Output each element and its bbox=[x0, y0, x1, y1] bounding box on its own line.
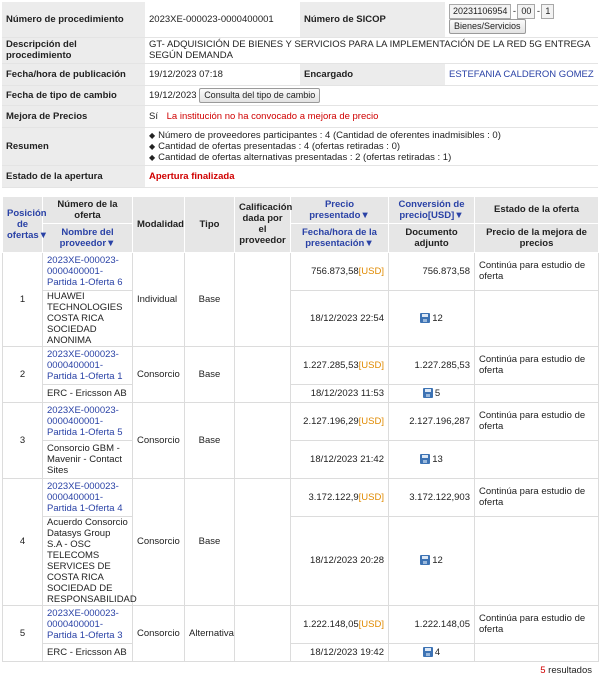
row-proveedor: Consorcio GBM - Mavenir - Contact Sites bbox=[43, 440, 133, 478]
row-doc-count: 12 bbox=[432, 555, 443, 566]
row-precio: 1.222.148,05 bbox=[303, 618, 359, 630]
row-estado: Continúa para estudio de oferta bbox=[475, 605, 599, 643]
desc-value: GT- ADQUISICIÓN DE BIENES Y SERVICIOS PARA LA IMPLEMENTACIÓN DE LA RED 5G ENTREGA SEGÚN DEMANDA bbox=[145, 37, 598, 63]
row-precio: 756.873,58 bbox=[311, 265, 359, 277]
row-fecha: 18/12/2023 11:53 bbox=[291, 384, 389, 402]
row-tipo: Base bbox=[185, 252, 235, 346]
currency-label: [USD] bbox=[358, 265, 384, 277]
row-doc-count: 13 bbox=[432, 453, 443, 465]
floppy-disk-icon[interactable] bbox=[423, 388, 433, 398]
table-row-detail bbox=[3, 516, 599, 605]
row-fecha: 18/12/2023 19:42 bbox=[291, 643, 389, 661]
pub-label: Fecha/hora de publicación bbox=[2, 63, 145, 85]
resumen-item: ◆ Cantidad de ofertas alternativas presentadas : 2 (ofertas retiradas : 1) bbox=[149, 152, 594, 163]
row-tipo: Base bbox=[185, 402, 235, 478]
table-row bbox=[3, 346, 599, 384]
table-row bbox=[3, 478, 599, 516]
row-doc-count: 5 bbox=[434, 387, 441, 399]
row-position: 1 bbox=[3, 252, 43, 346]
sicop-version-box: 1 bbox=[541, 4, 554, 19]
sicop-label: Número de SICOP bbox=[300, 2, 445, 37]
row-fecha: 18/12/2023 20:28 bbox=[291, 516, 389, 605]
desc-label: Descripción del procedimiento bbox=[2, 37, 145, 63]
offer-number-link[interactable]: 2023XE-000023-0000400001-Partida 1-Oferta 5 bbox=[43, 402, 133, 440]
col-documento-header: Documento adjunto bbox=[389, 223, 475, 252]
offer-number-link[interactable]: 2023XE-000023-0000400001-Partida 1-Oferta 1 bbox=[43, 346, 133, 384]
col-calificacion-header: Calificación dada por el proveedor bbox=[235, 196, 291, 252]
currency-label: [USD] bbox=[358, 415, 384, 427]
row-tipo: Base bbox=[185, 346, 235, 402]
floppy-disk-icon[interactable] bbox=[423, 647, 433, 657]
cambio-label: Fecha de tipo de cambio bbox=[2, 85, 145, 105]
col-precio-header[interactable]: Precio presentado▼ bbox=[291, 196, 389, 223]
results-count: 5 bbox=[540, 664, 546, 676]
col-estado-header: Estado de la oferta bbox=[475, 196, 599, 223]
row-modalidad: Consorcio bbox=[133, 605, 185, 661]
mejora-si: Sí bbox=[149, 110, 158, 122]
pub-value: 19/12/2023 07:18 bbox=[145, 63, 300, 85]
row-proveedor: ERC - Ericsson AB bbox=[43, 643, 133, 661]
col-modalidad-header: Modalidad bbox=[133, 196, 185, 252]
row-calificacion bbox=[235, 346, 291, 402]
row-mejora bbox=[475, 643, 599, 661]
row-calificacion bbox=[235, 402, 291, 478]
row-conversion: 3.172.122,903 bbox=[389, 478, 475, 516]
row-documento[interactable] bbox=[389, 440, 475, 478]
row-estado: Continúa para estudio de oferta bbox=[475, 478, 599, 516]
row-mejora bbox=[475, 290, 599, 346]
row-conversion: 2.127.196,287 bbox=[389, 402, 475, 440]
row-modalidad: Consorcio bbox=[133, 402, 185, 478]
sicop-seq-box: 00 bbox=[517, 4, 535, 19]
floppy-disk-icon[interactable] bbox=[420, 313, 430, 323]
row-doc-count: 4 bbox=[434, 646, 441, 658]
row-estado: Continúa para estudio de oferta bbox=[475, 402, 599, 440]
mejora-label: Mejora de Precios bbox=[2, 105, 145, 127]
col-conversion-header[interactable]: Conversión de precio[USD]▼ bbox=[389, 196, 475, 223]
sicop-separator: - bbox=[536, 6, 540, 18]
currency-label: [USD] bbox=[358, 618, 384, 630]
floppy-disk-icon[interactable] bbox=[420, 555, 430, 565]
row-mejora bbox=[475, 440, 599, 478]
floppy-disk-icon[interactable] bbox=[420, 454, 430, 464]
table-row-detail bbox=[3, 384, 599, 402]
table-row bbox=[3, 252, 599, 290]
encargado-label: Encargado bbox=[300, 63, 445, 85]
offer-number-link[interactable]: 2023XE-000023-0000400001-Partida 1-Oferta 3 bbox=[43, 605, 133, 643]
row-fecha: 18/12/2023 22:54 bbox=[291, 290, 389, 346]
col-tipo-header: Tipo bbox=[185, 196, 235, 252]
row-tipo: Base bbox=[185, 478, 235, 605]
row-precio: 1.227.285,53 bbox=[303, 359, 359, 371]
cambio-value: 19/12/2023 bbox=[149, 89, 197, 101]
row-tipo: Alternativa bbox=[185, 605, 235, 661]
row-conversion: 1.227.285,53 bbox=[389, 346, 475, 384]
row-estado: Continúa para estudio de oferta bbox=[475, 252, 599, 290]
row-documento[interactable] bbox=[389, 384, 475, 402]
row-mejora bbox=[475, 516, 599, 605]
results-label: resultados bbox=[548, 664, 592, 676]
results-footer bbox=[2, 662, 598, 676]
num-proc-value: 2023XE-000023-0000400001 bbox=[145, 2, 300, 37]
encargado-link[interactable]: ESTEFANIA CALDERON GOMEZ bbox=[445, 63, 598, 85]
row-calificacion bbox=[235, 478, 291, 605]
row-modalidad: Consorcio bbox=[133, 478, 185, 605]
row-modalidad: Consorcio bbox=[133, 346, 185, 402]
bienes-servicios-button[interactable]: Bienes/Servicios bbox=[449, 19, 526, 34]
row-doc-count: 12 bbox=[432, 312, 443, 324]
row-precio: 3.172.122,9 bbox=[308, 491, 359, 503]
row-documento[interactable] bbox=[389, 290, 475, 346]
col-numero-header: Número de la oferta bbox=[43, 196, 133, 223]
table-row bbox=[3, 605, 599, 643]
resumen-list bbox=[145, 127, 598, 165]
offer-number-link[interactable]: 2023XE-000023-0000400001-Partida 1-Oferta 6 bbox=[43, 252, 133, 290]
row-position: 3 bbox=[3, 402, 43, 478]
estado-label: Estado de la apertura bbox=[2, 165, 145, 187]
sicop-separator: - bbox=[512, 6, 516, 18]
table-row-detail bbox=[3, 643, 599, 661]
row-documento[interactable] bbox=[389, 516, 475, 605]
offer-number-link[interactable]: 2023XE-000023-0000400001-Partida 1-Oferta 4 bbox=[43, 478, 133, 516]
col-fecha-header[interactable]: Fecha/hora de la presentación▼ bbox=[291, 223, 389, 252]
resumen-item: ◆ Cantidad de ofertas presentadas : 4 (ofertas retiradas : 0) bbox=[149, 141, 594, 152]
row-conversion: 1.222.148,05 bbox=[389, 605, 475, 643]
row-precio: 2.127.196,29 bbox=[303, 415, 359, 427]
procedure-info-table bbox=[2, 2, 598, 188]
offers-table bbox=[2, 196, 599, 662]
mejora-text: La institución no ha convocado a mejora de precio bbox=[166, 110, 379, 122]
sicop-number-box: 20231106954 bbox=[449, 4, 511, 19]
currency-label: [USD] bbox=[358, 491, 384, 503]
table-row-detail bbox=[3, 290, 599, 346]
row-proveedor: ERC - Ericsson AB bbox=[43, 384, 133, 402]
row-mejora bbox=[475, 384, 599, 402]
estado-value: Apertura finalizada bbox=[145, 165, 598, 187]
row-position: 2 bbox=[3, 346, 43, 402]
row-calificacion bbox=[235, 605, 291, 661]
row-estado: Continúa para estudio de oferta bbox=[475, 346, 599, 384]
row-fecha: 18/12/2023 21:42 bbox=[291, 440, 389, 478]
row-conversion: 756.873,58 bbox=[389, 252, 475, 290]
consulta-tipo-cambio-button[interactable]: Consulta del tipo de cambio bbox=[199, 88, 320, 103]
row-modalidad: Individual bbox=[133, 252, 185, 346]
row-position: 5 bbox=[3, 605, 43, 661]
currency-label: [USD] bbox=[358, 359, 384, 371]
col-posicion-header[interactable]: Posición de ofertas▼ bbox=[3, 196, 43, 252]
row-calificacion bbox=[235, 252, 291, 346]
row-proveedor: HUAWEI TECHNOLOGIES COSTA RICA SOCIEDAD ANONIMA bbox=[43, 290, 133, 346]
resumen-item: ◆ Número de proveedores participantes : 4 (Cantidad de oferentes inadmisibles : 0) bbox=[149, 130, 594, 141]
row-proveedor: Acuerdo Consorcio Datasys Group S.A - OSC TELECOMS SERVICES DE COSTA RICA SOCIEDAD DE RESPONSABILIDAD bbox=[43, 516, 133, 605]
row-documento[interactable] bbox=[389, 643, 475, 661]
row-position: 4 bbox=[3, 478, 43, 605]
col-mejora-header: Precio de la mejora de precios bbox=[475, 223, 599, 252]
table-row bbox=[3, 402, 599, 440]
col-nombre-header[interactable]: Nombre del proveedor▼ bbox=[43, 223, 133, 252]
resumen-label: Resumen bbox=[2, 127, 145, 165]
num-proc-label: Número de procedimiento bbox=[2, 2, 145, 37]
table-row-detail bbox=[3, 440, 599, 478]
